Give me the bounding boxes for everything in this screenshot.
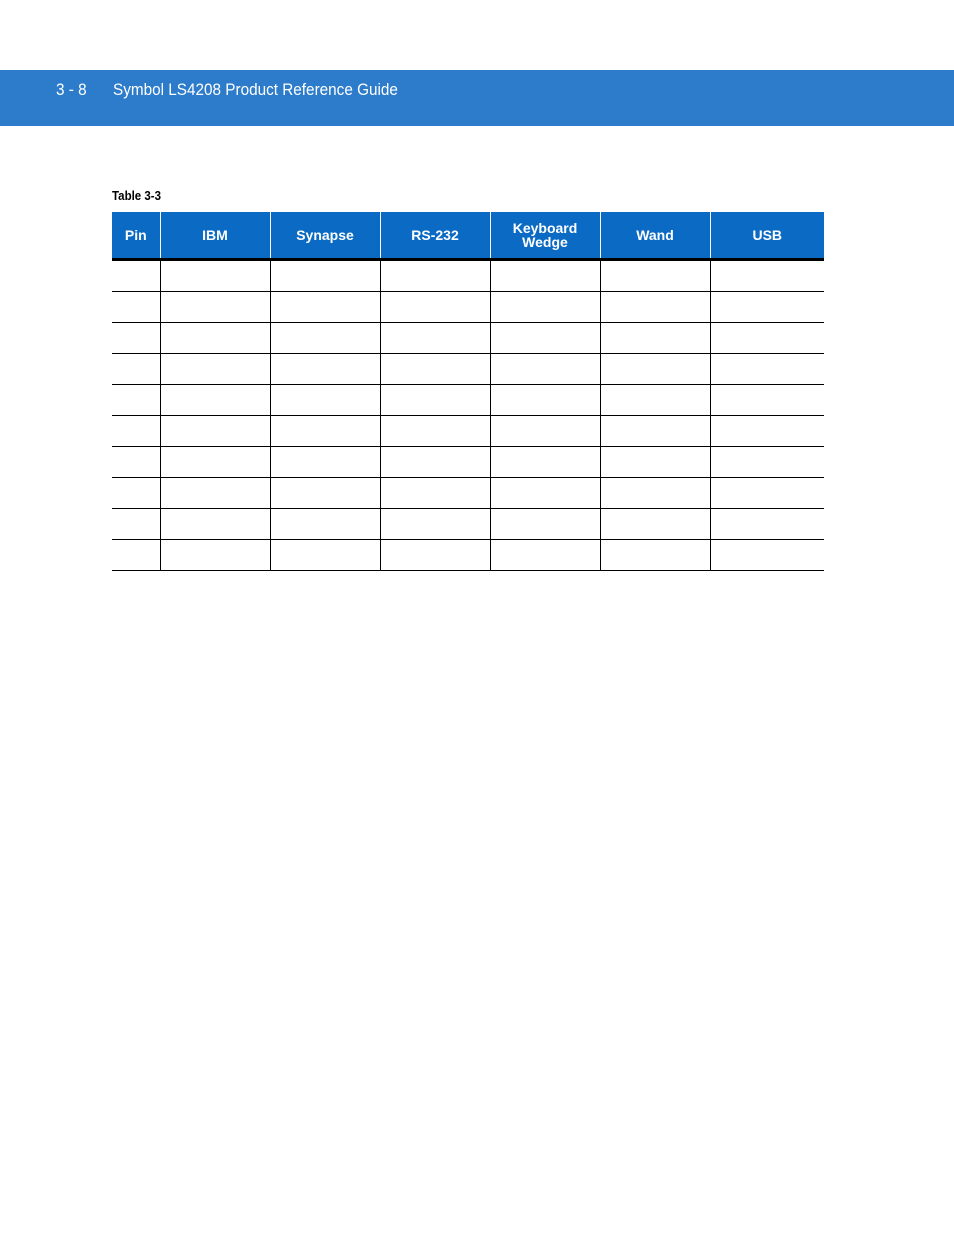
table-cell — [490, 323, 600, 354]
table-cell — [600, 385, 710, 416]
table-row — [112, 292, 824, 323]
table-cell — [380, 416, 490, 447]
table-cell — [710, 416, 824, 447]
document-title: Symbol LS4208 Product Reference Guide — [113, 80, 398, 99]
table-cell — [380, 385, 490, 416]
table-cell — [270, 323, 380, 354]
table-cell — [600, 354, 710, 385]
table-cell — [380, 478, 490, 509]
table-cell — [710, 447, 824, 478]
table-cell — [270, 260, 380, 292]
table-cell — [380, 354, 490, 385]
table-cell — [600, 447, 710, 478]
column-header-synapse: Synapse — [270, 212, 380, 260]
table-cell — [600, 416, 710, 447]
table-cell — [270, 509, 380, 540]
table-cell — [380, 323, 490, 354]
table-cell — [112, 260, 160, 292]
table-cell — [112, 323, 160, 354]
table-cell — [160, 447, 270, 478]
table-row — [112, 385, 824, 416]
table-cell — [490, 385, 600, 416]
table-row — [112, 478, 824, 509]
table-cell — [160, 540, 270, 571]
table-cell — [112, 416, 160, 447]
table-cell — [380, 292, 490, 323]
table-cell — [490, 447, 600, 478]
table-cell — [270, 354, 380, 385]
pinouts-table — [112, 212, 824, 571]
table-cell — [160, 416, 270, 447]
table-cell — [490, 509, 600, 540]
table-row — [112, 540, 824, 571]
table-cell — [600, 323, 710, 354]
table-cell — [600, 260, 710, 292]
table-cell — [160, 478, 270, 509]
column-header-pin: Pin — [112, 212, 160, 260]
table-cell — [160, 323, 270, 354]
table-cell — [490, 354, 600, 385]
table-cell — [600, 478, 710, 509]
table-cell — [490, 478, 600, 509]
table-cell — [112, 509, 160, 540]
table-cell — [270, 416, 380, 447]
column-header-wand: Wand — [600, 212, 710, 260]
table-cell — [490, 540, 600, 571]
table-cell — [112, 354, 160, 385]
table-row — [112, 354, 824, 385]
table-cell — [710, 478, 824, 509]
table-row — [112, 323, 824, 354]
table-cell — [380, 540, 490, 571]
table-cell — [112, 385, 160, 416]
table-cell — [600, 292, 710, 323]
table-header-row — [112, 212, 824, 260]
table-row — [112, 260, 824, 292]
table-cell — [270, 292, 380, 323]
table-cell — [600, 509, 710, 540]
table-row — [112, 416, 824, 447]
table-cell — [270, 447, 380, 478]
table-cell — [160, 354, 270, 385]
table-cell — [160, 292, 270, 323]
page-number: 3 - 8 — [56, 80, 87, 99]
column-header-keyboard-wedge: Keyboard Wedge — [490, 212, 600, 260]
table-cell — [710, 509, 824, 540]
column-header-rs232: RS-232 — [380, 212, 490, 260]
table-cell — [270, 540, 380, 571]
table-cell — [710, 540, 824, 571]
table-cell — [270, 385, 380, 416]
table-cell — [112, 478, 160, 509]
table-cell — [710, 292, 824, 323]
table-cell — [490, 416, 600, 447]
table-cell — [270, 478, 380, 509]
table-cell — [710, 354, 824, 385]
table-cell — [160, 509, 270, 540]
table-cell — [710, 323, 824, 354]
table-row — [112, 509, 824, 540]
table-cell — [710, 385, 824, 416]
table-caption: Table 3-3 — [112, 189, 162, 203]
table-cell — [490, 260, 600, 292]
column-header-usb: USB — [710, 212, 824, 260]
table-cell — [380, 509, 490, 540]
table-cell — [600, 540, 710, 571]
column-header-ibm: IBM — [160, 212, 270, 260]
table-cell — [710, 260, 824, 292]
table-row — [112, 447, 824, 478]
table-cell — [160, 260, 270, 292]
table-cell — [112, 292, 160, 323]
table-cell — [112, 447, 160, 478]
table-cell — [490, 292, 600, 323]
table-cell — [380, 260, 490, 292]
table-cell — [160, 385, 270, 416]
table-cell — [380, 447, 490, 478]
table-body — [112, 260, 824, 571]
table-cell — [112, 540, 160, 571]
